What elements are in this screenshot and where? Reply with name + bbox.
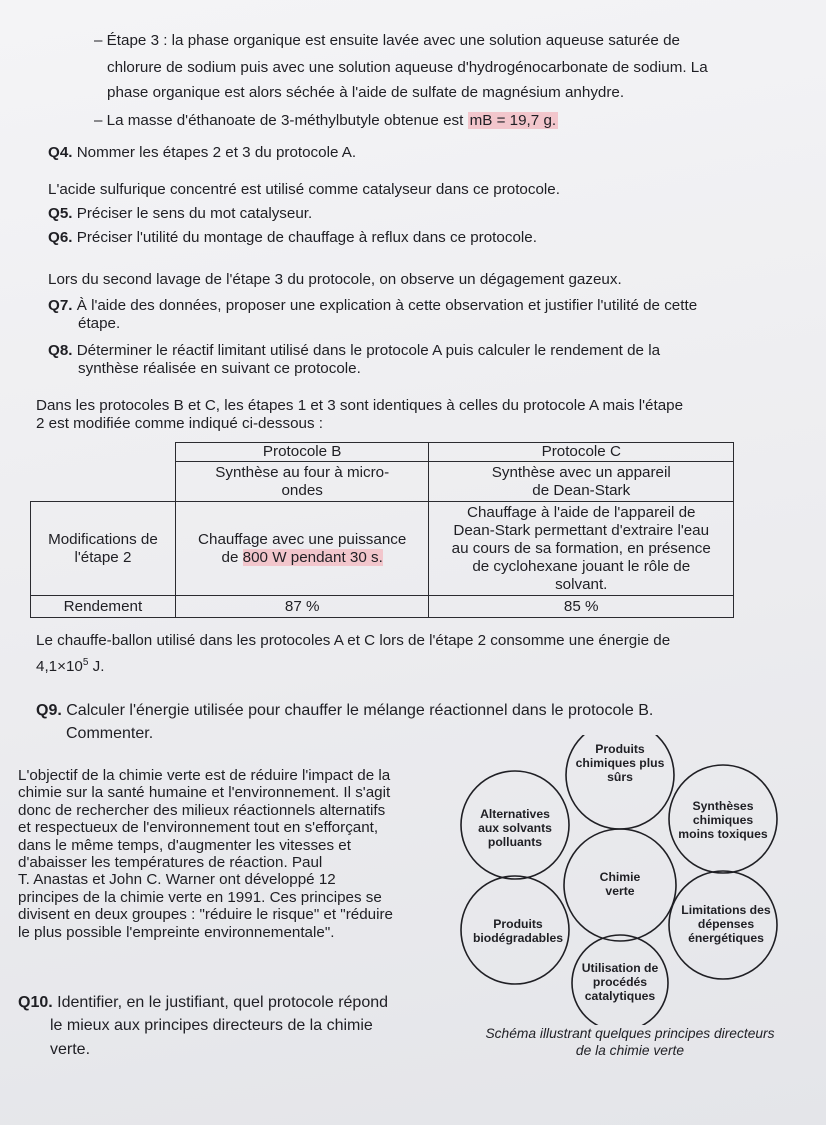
green-chemistry-paragraph — [18, 767, 442, 941]
green-line2: chimie sur la santé humaine et l'environnement. Il s'agit — [18, 784, 391, 802]
label-bottom — [570, 961, 670, 1003]
subheader-protocol-b — [175, 462, 429, 502]
subheader-c-line1: Synthèse avec un appareil — [491, 463, 671, 481]
bottom-line1: Utilisation de — [581, 961, 659, 975]
green-chemistry-diagram — [455, 735, 785, 1025]
energy-line1: Le chauffe-ballon utilisé dans les protocoles A et C lors de l'étape 2 consomme une énergie de — [36, 632, 671, 649]
mass-value: mB = 19,7 g. — [469, 112, 557, 129]
row-label-line1: Modifications de — [48, 530, 158, 548]
br-line1: Limitations des — [681, 903, 771, 917]
top-line2: chimiques plus — [575, 756, 665, 770]
label-top — [555, 742, 685, 784]
gas-sentence: Lors du second lavage de l'étape 3 du protocole, on observe un dégagement gazeux. — [48, 271, 622, 288]
q5-number: Q5. — [48, 205, 73, 222]
c-mod-line1: Chauffage à l'aide de l'appareil de — [467, 503, 696, 521]
cell-b-modification — [175, 502, 429, 596]
q8-line2: synthèse réalisée en suivant ce protocole. — [78, 360, 361, 377]
c-mod-line5: solvant. — [555, 575, 608, 593]
green-line8: principes de la chimie verte en 1991. Ces principes se — [18, 888, 382, 906]
c-mod-line4: de cyclohexane jouant le rôle de — [472, 557, 691, 575]
subheader-c-line2: de Dean-Stark — [532, 481, 631, 499]
row-label-modifications — [31, 502, 176, 596]
q4-text: Nommer les étapes 2 et 3 du protocole A. — [76, 144, 357, 161]
right-line3: moins toxiques — [678, 827, 768, 841]
cell-b-yield: 87 % — [175, 596, 429, 618]
header-protocol-c: Protocole C — [429, 443, 734, 462]
energy-exponent: 5 — [82, 657, 89, 668]
green-line1: L'objectif de la chimie verte est de réduire l'impact de la — [18, 767, 391, 784]
intro-bc-line2: 2 est modifiée comme indiqué ci-dessous : — [36, 415, 324, 432]
bottom-line3: catalytiques — [584, 989, 656, 1003]
right-line2: chimiques — [692, 813, 754, 827]
q10-line2: le mieux aux principes directeurs de la chimie — [50, 1017, 373, 1034]
row-label-yield: Rendement — [31, 596, 176, 618]
table-corner — [31, 443, 176, 502]
caption-line1: Schéma illustrant quelques principes directeurs — [485, 1026, 775, 1041]
q7-line2: étape. — [78, 315, 121, 332]
step3-line3: phase organique est alors séchée à l'aide de sulfate de magnésium anhydre. — [107, 84, 625, 101]
q10-number: Q10. — [18, 994, 53, 1011]
label-bottom-left — [463, 917, 573, 945]
center-line2: verte — [605, 884, 635, 898]
green-line7: T. Anastas et John C. Warner ont développé 12 — [18, 871, 336, 889]
label-center — [590, 870, 650, 898]
q8-line1: Déterminer le réactif limitant utilisé dans le protocole A puis calculer le rendement de la — [76, 342, 661, 359]
b-mod-prefix: de — [221, 548, 243, 566]
cell-c-yield: 85 % — [429, 596, 734, 618]
question-q5 — [48, 204, 312, 223]
left-line2: aux solvants — [478, 821, 552, 835]
diagram-caption — [460, 1025, 800, 1059]
q9-line2: Commenter. — [66, 725, 154, 742]
q10-line3: verte. — [50, 1041, 91, 1058]
q9-number: Q9. — [36, 702, 62, 719]
top-line1: Produits — [595, 742, 645, 756]
br-line2: dépenses — [697, 917, 755, 931]
question-q4 — [48, 143, 356, 162]
row-label-line2: l'étape 2 — [74, 548, 132, 566]
q4-number: Q4. — [48, 144, 73, 161]
c-mod-line2: Dean-Stark permettant d'extraire l'eau — [453, 521, 710, 539]
cell-c-modification — [429, 502, 734, 596]
left-line1: Alternatives — [480, 807, 550, 821]
protocol-comparison-table — [30, 442, 734, 618]
energy-value — [36, 653, 105, 676]
question-q6 — [48, 228, 537, 247]
energy-unit: J. — [88, 658, 105, 676]
q7-number: Q7. — [48, 297, 73, 314]
green-line6: d'abaisser les températures de réaction. Paul — [18, 854, 323, 872]
step3-line1: – Étape 3 : la phase organique est ensuite lavée avec une solution aqueuse saturée de — [94, 32, 680, 49]
q6-number: Q6. — [48, 229, 73, 246]
q10-line1: Identifier, en le justifiant, quel protocole répond — [57, 994, 389, 1011]
b-mod-highlight: 800 W pendant 30 s. — [242, 548, 383, 566]
left-line3: polluants — [487, 835, 543, 849]
green-line5: dans le même temps, d'augmenter les vitesses et — [18, 836, 351, 854]
center-line1: Chimie — [599, 870, 641, 884]
catalyst-sentence: L'acide sulfurique concentré est utilisé comme catalyseur dans ce protocole. — [48, 181, 560, 198]
question-q9 — [36, 701, 653, 720]
green-line3: donc de rechercher des milieux réactionnels alternatifs — [18, 801, 386, 819]
step3-line2: chlorure de sodium puis avec une solution aqueuse d'hydrogénocarbonate de sodium. La — [107, 59, 708, 76]
bl-line2: biodégradables — [472, 931, 564, 945]
subheader-b-line1: Synthèse au four à micro- — [215, 463, 390, 481]
green-line4: et respectueux de l'environnement tout en s'efforçant, — [18, 819, 379, 837]
energy-mantissa: 4,1×10 — [36, 658, 83, 676]
b-mod-line2 — [180, 549, 425, 567]
green-line10: le plus possible l'empreinte environnementale". — [18, 923, 335, 941]
question-q8 — [48, 341, 660, 360]
bl-line1: Produits — [493, 917, 543, 931]
label-bottom-right — [673, 903, 779, 945]
q7-line1: À l'aide des données, proposer une explication à cette observation et justifier l'utilité de cette — [76, 297, 698, 314]
mass-line — [94, 111, 558, 130]
top-line3: sûrs — [607, 770, 633, 784]
caption-line2: de la chimie verte — [575, 1043, 685, 1058]
c-mod-line3: au cours de sa formation, en présence — [451, 539, 711, 557]
right-line1: Synthèses — [692, 799, 754, 813]
label-right — [673, 799, 773, 841]
mass-prefix: – La masse d'éthanoate de 3-méthylbutyle obtenue est — [94, 112, 464, 129]
subheader-b-line2: ondes — [281, 481, 323, 499]
subheader-protocol-c — [429, 462, 734, 502]
header-protocol-b: Protocole B — [175, 443, 429, 462]
question-q7 — [48, 296, 697, 315]
label-left — [467, 807, 563, 849]
question-q10 — [18, 993, 388, 1012]
q8-number: Q8. — [48, 342, 73, 359]
q9-line1: Calculer l'énergie utilisée pour chauffer le mélange réactionnel dans le protocole B. — [66, 702, 654, 719]
green-line9: divisent en deux groupes : "réduire le risque" et "réduire — [18, 906, 393, 924]
br-line3: énergétiques — [688, 931, 764, 945]
bottom-line2: procédés — [592, 975, 648, 989]
b-mod-line1: Chauffage avec une puissance — [198, 530, 407, 548]
intro-bc-line1: Dans les protocoles B et C, les étapes 1 et 3 sont identiques à celles du protocole A mais l'étape — [36, 397, 684, 414]
q6-text: Préciser l'utilité du montage de chauffage à reflux dans ce protocole. — [76, 229, 537, 246]
q5-text: Préciser le sens du mot catalyseur. — [76, 205, 313, 222]
